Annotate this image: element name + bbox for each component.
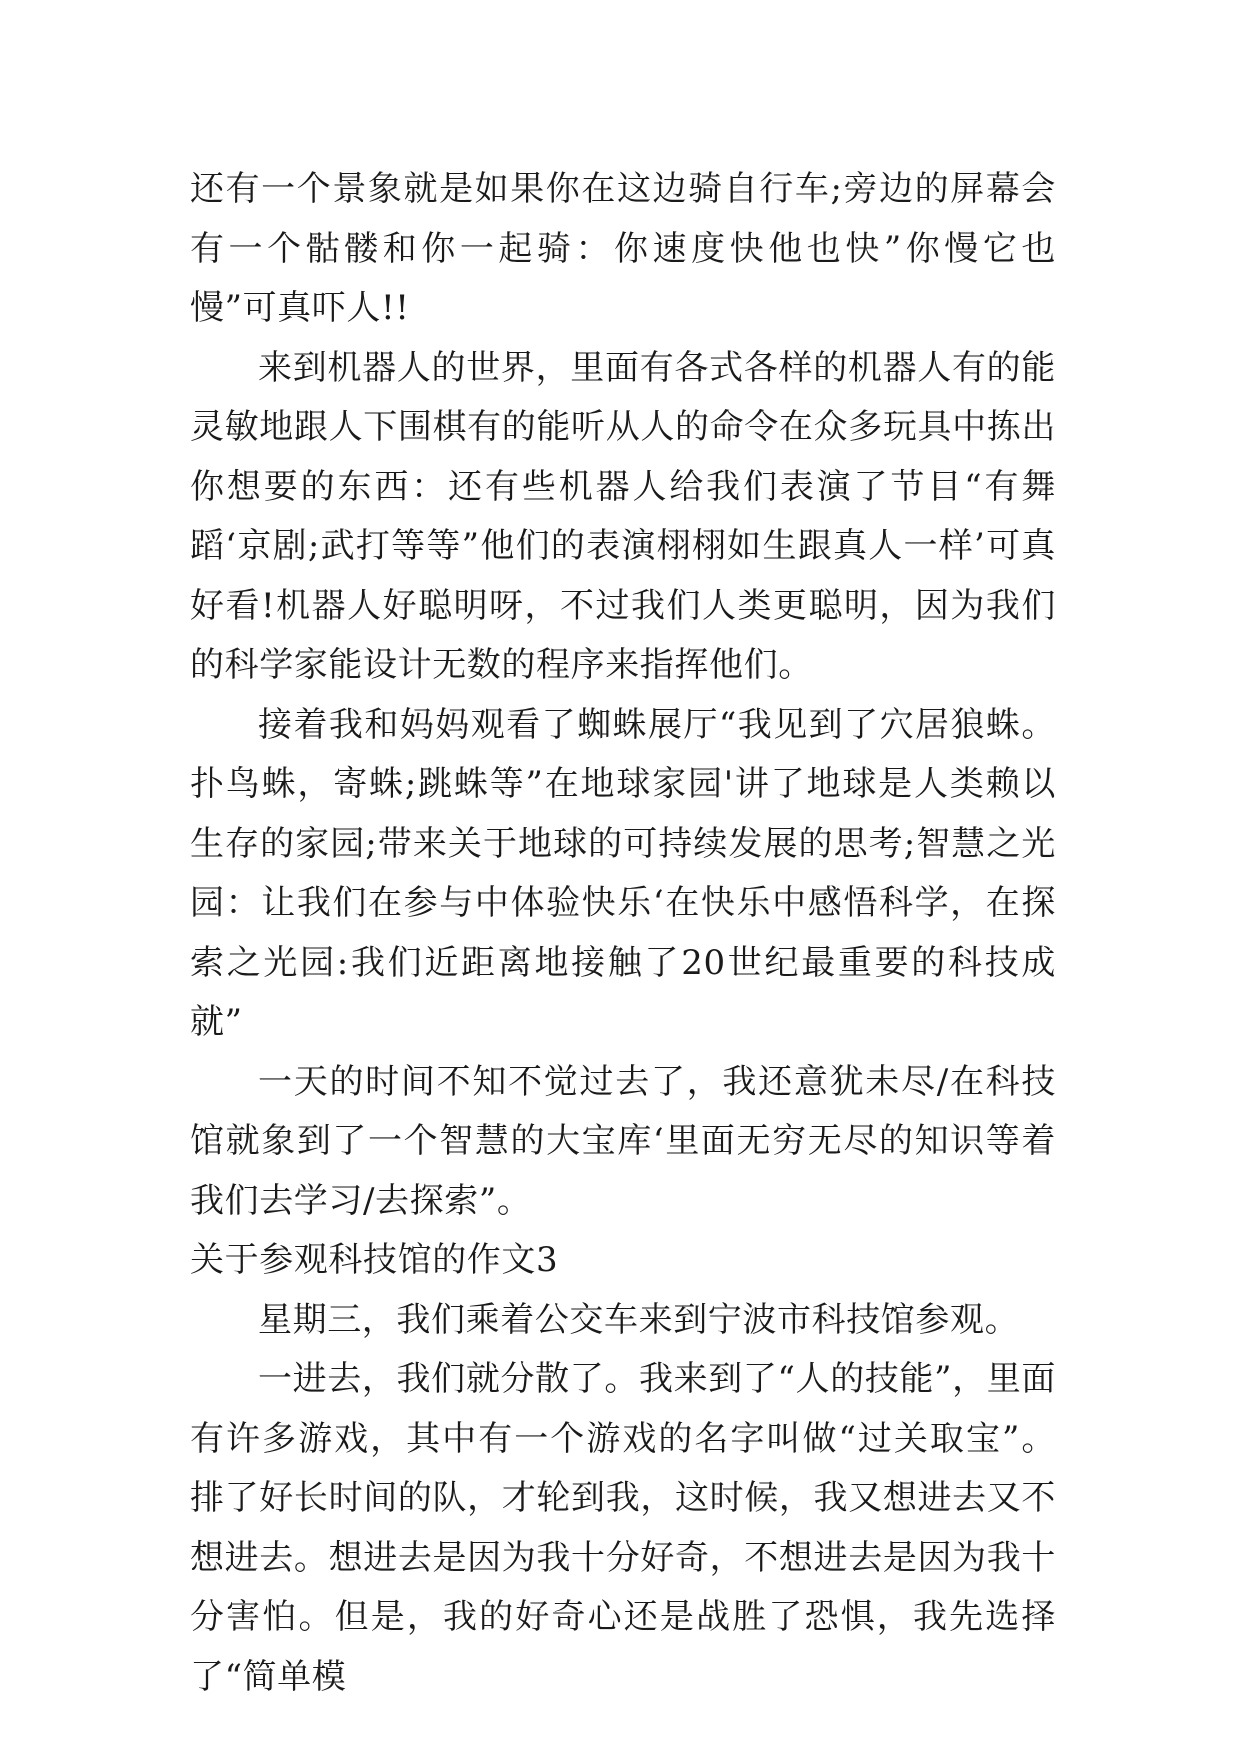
- paragraph-4: 一天的时间不知不觉过去了，我还意犹未尽/在科技馆就象到了一个智慧的大宝库‘里面无穷无尽的知识等着我们去学习/去探索”。: [190, 1061, 1056, 1221]
- document-body: [190, 160, 1056, 1707]
- paragraph-6: 一进去，我们就分散了。我来到了“人的技能”，里面有许多游戏，其中有一个游戏的名字叫做“过关取宝”。排了好长时间的队，才轮到我，这时候，我又想进去又不想进去。想进去是因为我十分好奇，不想进去是因为我十分害怕。但是，我的好奇心还是战胜了恐惧，我先选择了“简单模: [190, 1359, 1056, 1697]
- paragraph-5: 星期三，我们乘着公交车来到宁波市科技馆参观。: [258, 1299, 1020, 1340]
- paragraph-3: 接着我和妈妈观看了蜘蛛展厅“我见到了穴居狼蛛。扑鸟蛛，寄蛛;跳蛛等”在地球家园'讲了地球是人类赖以生存的家园;带来关于地球的可持续发展的思考;智慧之光园：让我们在参与中体验快乐‘在快乐中感悟科学，在探索之光园:我们近距离地接触了20世纪最重要的科技成就”: [190, 704, 1056, 1042]
- paragraph-1: 还有一个景象就是如果你在这边骑自行车;旁边的屏幕会有一个骷髅和你一起骑：你速度快他也快”你慢它也慢”可真吓人!!: [190, 169, 1056, 328]
- section-heading: 关于参观科技馆的作文3: [190, 1240, 559, 1280]
- paragraph-2: 来到机器人的世界，里面有各式各样的机器人有的能灵敏地跟人下围棋有的能听从人的命令在众多玩具中拣出你想要的东西：还有些机器人给我们表演了节目“有舞蹈‘京剧;武打等等”他们的表演栩栩如生跟真人一样’可真好看!机器人好聪明呀，不过我们人类更聪明，因为我们的科学家能设计无数的程序来指挥他们。: [190, 347, 1056, 685]
